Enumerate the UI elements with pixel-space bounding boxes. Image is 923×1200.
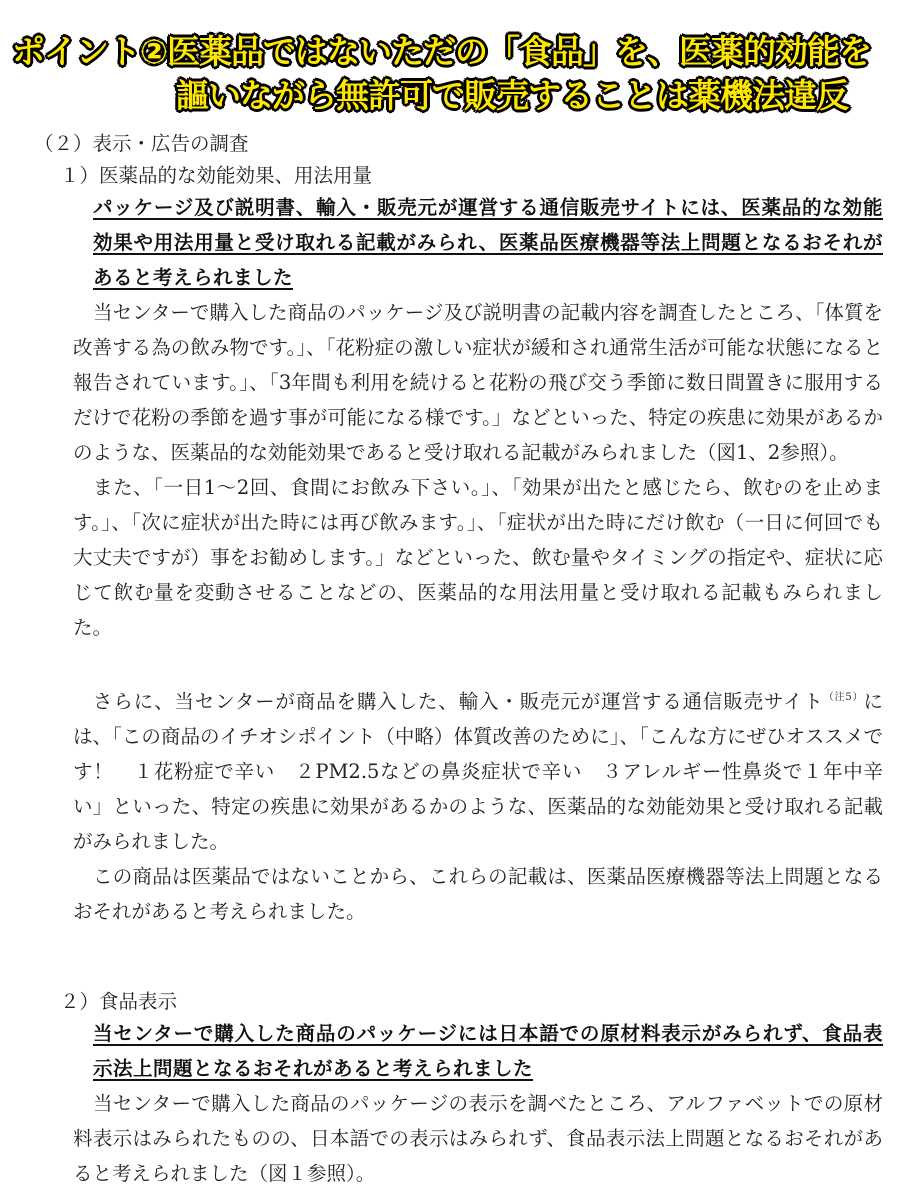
subsection-2-paragraph-1: 当センターで購入した商品のパッケージの表示を調べたところ、アルファベットでの原材料表示はみられたものの、日本語での表示はみられず、食品表示法上問題となるおそれがあると考えられました（図１参照）。 [73, 1092, 883, 1185]
subsection-1-paragraph-4: この商品は医薬品ではないことから、これらの記載は、医薬品医療機器等法上問題となるおそれがあると考えられました。 [73, 865, 883, 923]
point-banner [0, 0, 923, 118]
subsection-1-heading: １）医薬品的な効能効果、用法用量 [60, 164, 373, 187]
subsection-2-content [73, 1016, 883, 1191]
section-heading: （２）表示・広告の調査 [34, 132, 249, 155]
footnote-ref: （注5） [823, 692, 864, 703]
subsection-2-summary: 当センターで購入した商品のパッケージには日本語での原材料表示がみられず、食品表示法上問題となるおそれがあると考えられました [93, 1022, 883, 1080]
subsection-1-paragraph-1: 当センターで購入した商品のパッケージ及び説明書の記載内容を調査したところ、「体質を改善する為の飲み物です。」、「花粉症の激しい症状が緩和され通常生活が可能な状態になると報告されています。」、「3年間も利用を続けると花粉の飛び交う季節に数日間置きに服用するだけで花粉の季節を過す事が可能になる様です。」などといった、特定の疾患に効果があるかのような、医薬品的な効能効果であると受け取れる記載がみられました（図1、2参照）。 [73, 301, 883, 464]
banner-line-1: ポイント②医薬品ではないただの「食品」を、医薬的効能を [12, 32, 871, 71]
subsection-2-heading: ２）食品表示 [60, 990, 178, 1013]
subsection-1-paragraph-3: さらに、当センターが商品を購入した、輸入・販売元が運営する通信販売サイト$^{(注5)}$には、「この商品のイチオシポイント（中略）体質改善のために」、「こんな方にぜひオススメです！ １花粉症で辛い ２PM2.5などの鼻炎症状で辛い ３アレルギー性鼻炎で１年中辛い」といった、特定の疾患に効果があるかのような、医薬品的な効能効果と受け取れる記載がみられました。 [73, 690, 883, 853]
subsection-1-summary: パッケージ及び説明書、輸入・販売元が運営する通信販売サイトには、医薬品的な効能効果や用法用量と受け取れる記載がみられ、医薬品医療機器等法上問題となるおそれがあると考えられました [93, 196, 883, 289]
subsection-1-paragraph-2: また、「一日1〜2回、食間にお飲み下さい。」、「効果が出たと感じたら、飲むのを止めます。」、「次に症状が出た時には再び飲みます。」、「症状が出た時にだけ飲む（一日に何回でも大丈夫ですが）事をお勧めします。」などといった、飲む量やタイミングの指定や、症状に応じて飲む量を変動させることなどの、医薬品的な用法用量と受け取れる記載もみられました。 [73, 476, 883, 639]
subsection-1-content [73, 190, 883, 929]
banner-line-2: 謳いながら無許可で販売することは薬機法違反 [176, 76, 848, 115]
